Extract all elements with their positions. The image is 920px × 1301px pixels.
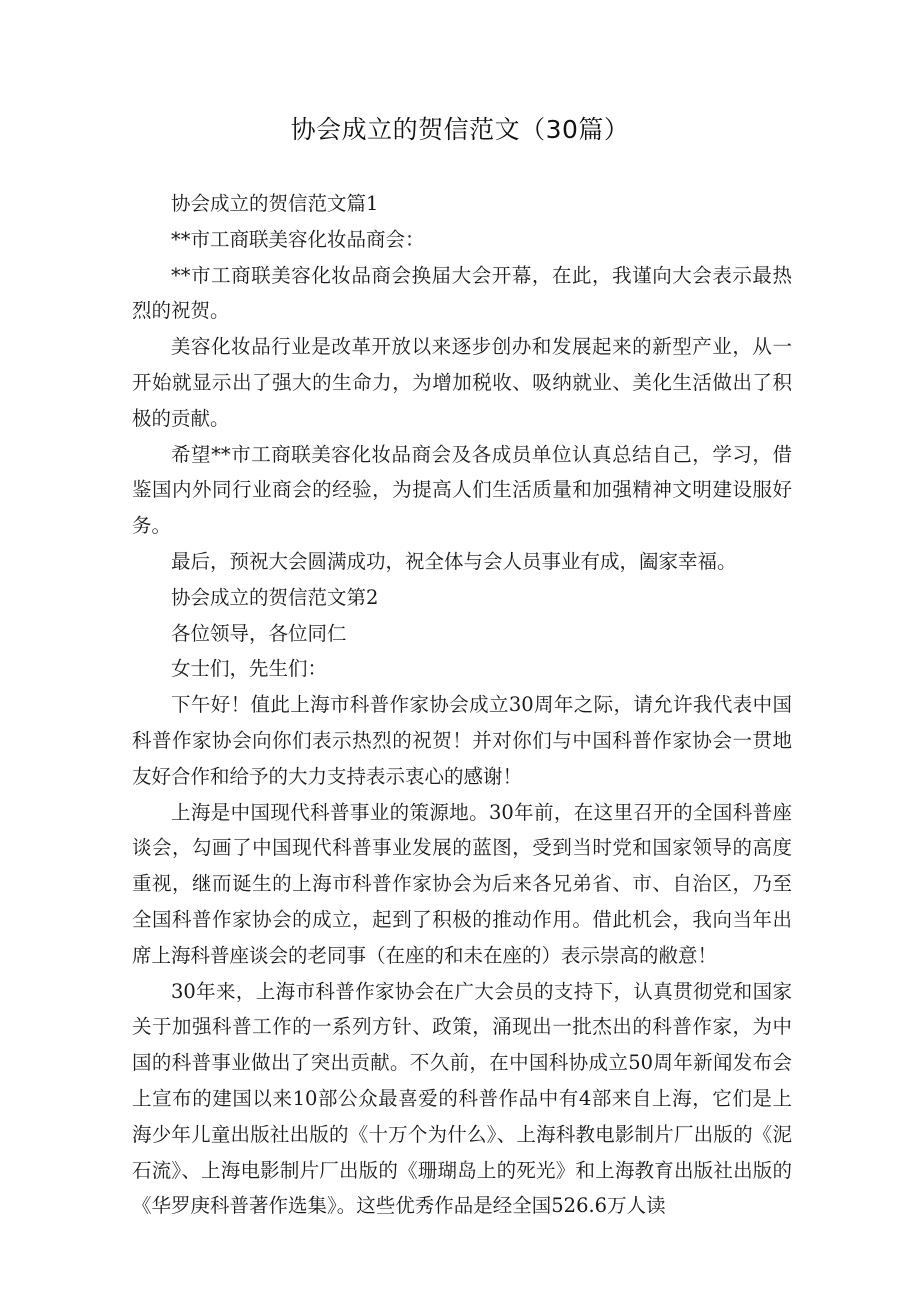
salutation: 女士们，先生们： xyxy=(171,657,328,681)
paragraph: 美容化妆品行业是改革开放以来逐步创办和发展起来的新型产业，从一开始就显示出了强大的生命力，为增加税收、吸纳就业、美化生活做出了积极的贡献。 xyxy=(132,335,792,430)
paragraph: 30年来，上海市科普作家协会在广大会员的支持下，认真贯彻党和国家关于加强科普工作的一系列方针、政策，涌现出一批杰出的科普作家，为中国的科普事业做出了突出贡献。不久前，在中国科协成立50周年新闻发布会上宣布的建国以来10部公众最喜爱的科普作品中有4部来自上海，它们是上海少年儿童出版社出版的《十万个为什么》、上海科教电影制片厂出版的《泥石流》、上海电影制片厂出版的《珊瑚岛上的死光》和上海教育出版社出版的《华罗庚科普著作选集》。这些优秀作品是经全国526.6万人读 xyxy=(132,979,792,1218)
section-heading-2: 协会成立的贺信范文第2 xyxy=(171,585,379,609)
salutation: 各位领导，各位同仁 xyxy=(171,621,347,645)
salutation: **市工商联美容化妆品商会： xyxy=(171,227,425,251)
section-heading-1: 协会成立的贺信范文篇1 xyxy=(171,192,379,215)
paragraph: **市工商联美容化妆品商会换届大会开幕，在此，我谨向大会表示最热烈的祝贺。 xyxy=(132,263,792,323)
document-body xyxy=(132,186,792,1224)
paragraph: 最后，预祝大会圆满成功，祝全体与会人员事业有成，阖家幸福。 xyxy=(171,549,737,573)
document-title: 协会成立的贺信范文（30篇） xyxy=(290,115,630,144)
paragraph: 上海是中国现代科普事业的策源地。30年前，在这里召开的全国科普座谈会，勾画了中国现代科普事业发展的蓝图，受到当时党和国家领导的高度重视，继而诞生的上海市科普作家协会为后来各兄弟省、市、自治区，乃至全国科普作家协会的成立，起到了积极的推动作用。借此机会，我向当年出席上海科普座谈会的老同事（在座的和未在座的）表示崇高的敝意！ xyxy=(132,800,792,967)
paragraph: 希望**市工商联美容化妆品商会及各成员单位认真总结自己，学习，借鉴国内外同行业商会的经验，为提高人们生活质量和加强精神文明建设服好务。 xyxy=(132,442,792,538)
paragraph: 下午好！值此上海市科普作家协会成立30周年之际，请允许我代表中国科普作家协会向你们表示热烈的祝贺！并对你们与中国科普作家协会一贯地友好合作和给予的大力支持表示衷心的感谢！ xyxy=(132,693,792,788)
